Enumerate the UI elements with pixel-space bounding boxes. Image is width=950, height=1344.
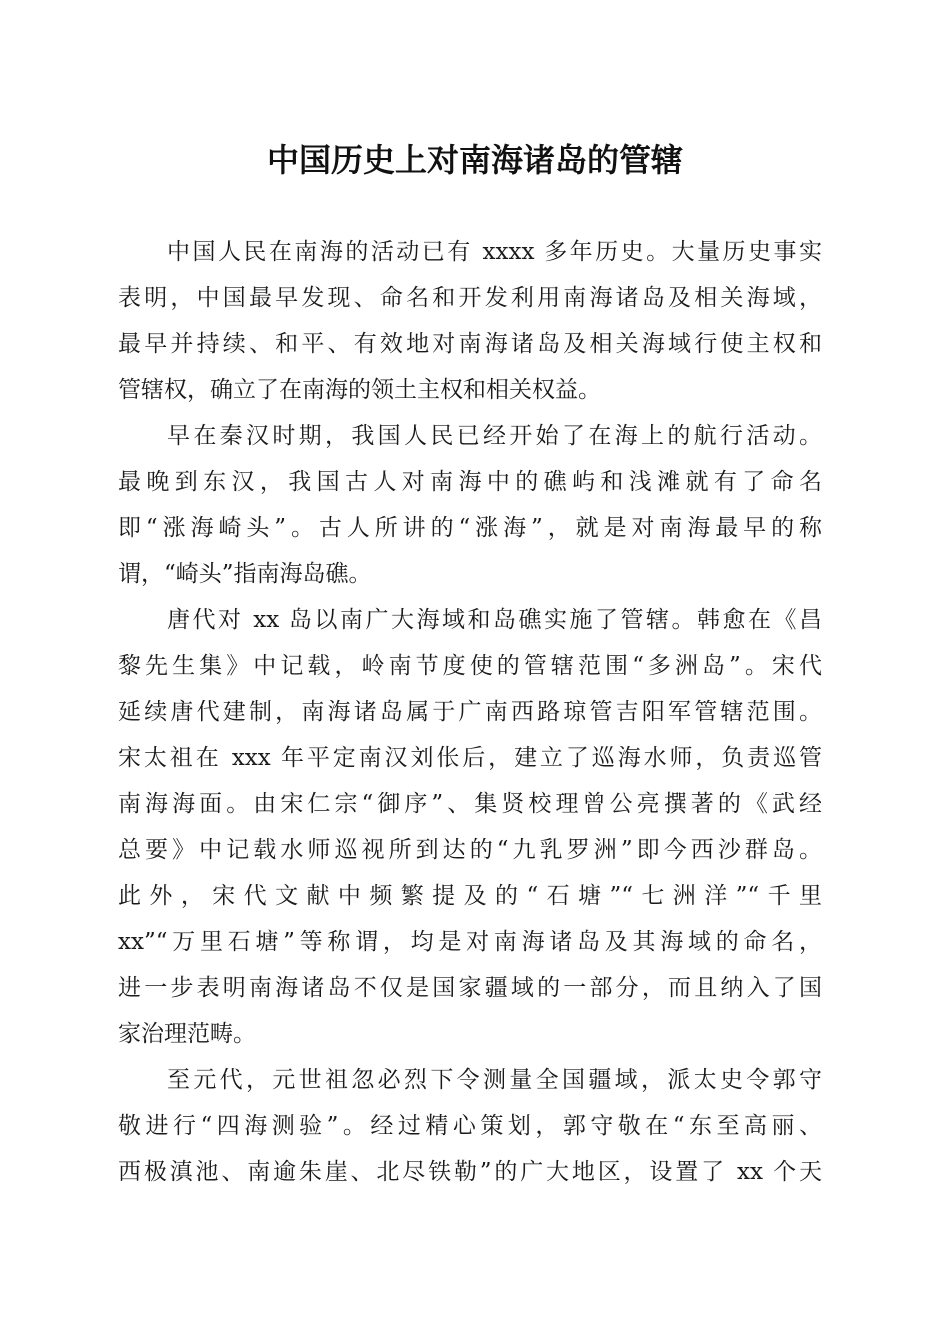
paragraph-3-line-5: 南海海面。由宋仁宗“御序”、集贤校理曾公亮撰著的《武经 (118, 791, 822, 817)
paragraph-3-line-2: 黎先生集》中记载，岭南节度使的管辖范围“多洲岛”。宋代 (118, 653, 822, 679)
document-title: 中国历史上对南海诸岛的管辖 (266, 141, 683, 179)
paragraph-2-line-3: 即“涨海崎头”。古人所讲的“涨海”，就是对南海最早的称 (118, 515, 822, 541)
paragraph-3-line-10: 家治理范畴。 (118, 1021, 256, 1047)
paragraph-1-line-4: 管辖权，确立了在南海的领土主权和相关权益。 (118, 377, 601, 403)
paragraph-3-line-1: 唐代对 xx 岛以南广大海域和岛礁实施了管辖。韩愈在《昌 (167, 607, 822, 633)
paragraph-2-line-1: 早在秦汉时期，我国人民已经开始了在海上的航行活动。 (167, 423, 822, 449)
paragraph-4-line-3: 西极滇池、南逾朱崖、北尽铁勒”的广大地区，设置了 xx 个天 (118, 1159, 822, 1185)
paragraph-3-line-8: xx”“万里石塘”等称谓，均是对南海诸岛及其海域的命名， (118, 929, 822, 955)
paragraph-4-line-1: 至元代，元世祖忽必烈下令测量全国疆域，派太史令郭守 (167, 1067, 822, 1093)
paragraph-1-line-3: 最早并持续、和平、有效地对南海诸岛及相关海域行使主权和 (118, 331, 822, 357)
paragraph-4-line-2: 敬进行“四海测验”。经过精心策划，郭守敬在“东至高丽、 (118, 1113, 822, 1139)
paragraph-3-line-4: 宋太祖在 xxx 年平定南汉刘伥后，建立了巡海水师，负责巡管 (118, 745, 822, 771)
paragraph-2-line-4: 谓，“崎头”指南海岛礁。 (118, 561, 372, 587)
paragraph-3-line-7: 此外，宋代文献中频繁提及的“石塘”“七洲洋”“千里 (118, 883, 822, 909)
paragraph-3-line-9: 进一步表明南海诸岛不仅是国家疆域的一部分，而且纳入了国 (118, 975, 822, 1001)
paragraph-1-line-2: 表明，中国最早发现、命名和开发利用南海诸岛及相关海域， (118, 285, 822, 311)
paragraph-3-line-3: 延续唐代建制，南海诸岛属于广南西路琼管吉阳军管辖范围。 (118, 699, 822, 725)
paragraph-2-line-2: 最晚到东汉，我国古人对南海中的礁屿和浅滩就有了命名 (118, 469, 822, 495)
paragraph-1-line-1: 中国人民在南海的活动已有 xxxx 多年历史。大量历史事实 (167, 239, 822, 265)
paragraph-3-line-6: 总要》中记载水师巡视所到达的“九乳罗洲”即今西沙群岛。 (118, 837, 822, 863)
